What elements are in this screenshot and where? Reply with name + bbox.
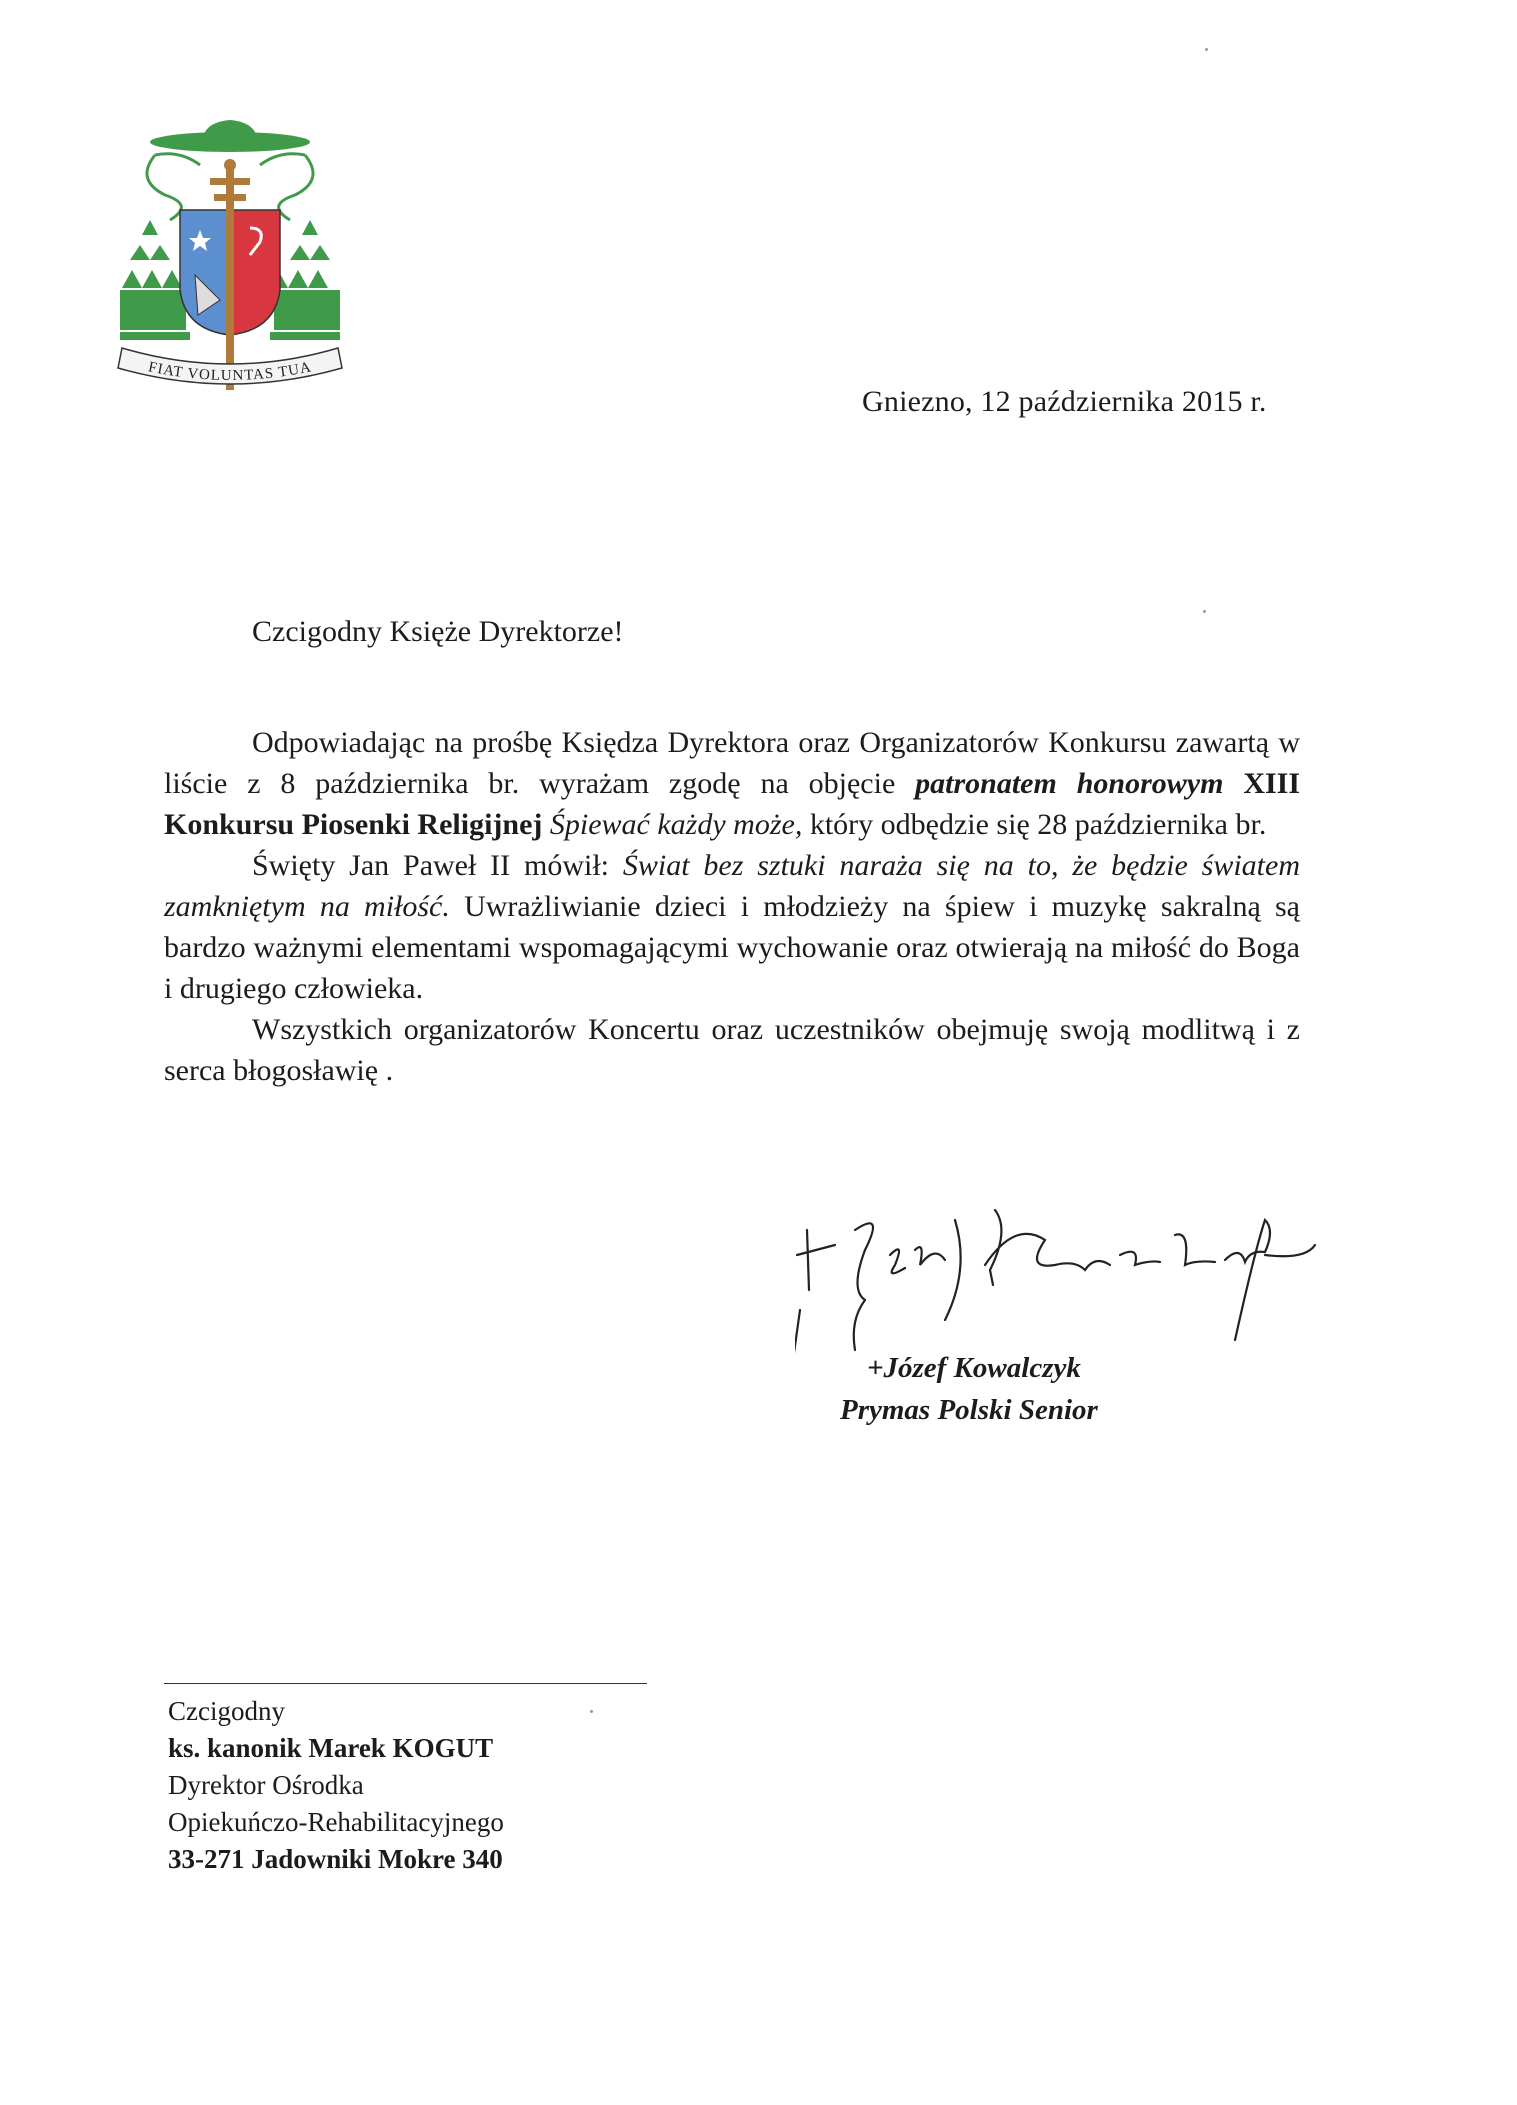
scan-speck [1205,48,1208,51]
address-divider [164,1683,647,1684]
signer-name: +Józef Kowalczyk [867,1352,1081,1384]
patronage-text: patronatem honorowym [915,767,1224,800]
contest-name: XIII Konkursu Piosenki Religijnej [164,767,1301,841]
body-paragraph-2: Święty Jan Paweł II mówił: Świat bez sztuki naraża się na to, że będzie światem zamkniętym na miłość. Uwrażliwianie dzieci i młodzieży na śpiew i muzykę sakralną są bardzo ważnymi elementami wspomagającymi wychowanie oraz otwierają na miłość do Boga i drugiego człowieka. [164,849,1300,1005]
recipient-name: ks. kanonik Marek KOGUT [168,1733,494,1763]
coat-of-arms-motto: FIAT VOLUNTAS TUA [146,359,314,385]
recipient-salutation: Czcigodny [168,1696,285,1726]
signer-block [840,1347,1098,1431]
scan-speck [590,1710,593,1713]
letter-body [164,722,1300,1091]
recipient-line-4: Opiekuńczo-Rehabilitacyjnego [168,1807,504,1837]
recipient-line-3: Dyrektor Ośrodka [168,1770,364,1800]
coat-of-arms-emblem [110,110,350,390]
body-paragraph-3: Wszystkich organizatorów Koncertu oraz uczestników obejmuję swoją modlitwą i z serca błogosławię . [164,1013,1300,1087]
quote-text: Świat bez sztuki naraża się na to, że będzie światem zamkniętym na miłość. [164,849,1300,923]
recipient-postal-address: 33-271 Jadowniki Mokre 340 [168,1844,503,1874]
contest-title: Śpiewać każdy może, [549,808,803,841]
galero-hat-crown [202,120,258,140]
recipient-address [168,1693,504,1878]
scan-speck [1203,610,1206,613]
body-paragraph-1: Odpowiadając na prośbę Księdza Dyrektora oraz Organizatorów Konkursu zawartą w liście z 8 października br. wyrażam zgodę na objęcie patronatem honorowym XIII Konkursu Piosenki Religijnej Śpiewać każdy może, który odbędzie się 28 października br. [164,726,1301,841]
signer-title: Prymas Polski Senior [840,1394,1098,1426]
letter-date: Gniezno, 12 października 2015 r. [862,385,1267,418]
letter-salutation: Czcigodny Księże Dyrektorze! [252,615,624,648]
